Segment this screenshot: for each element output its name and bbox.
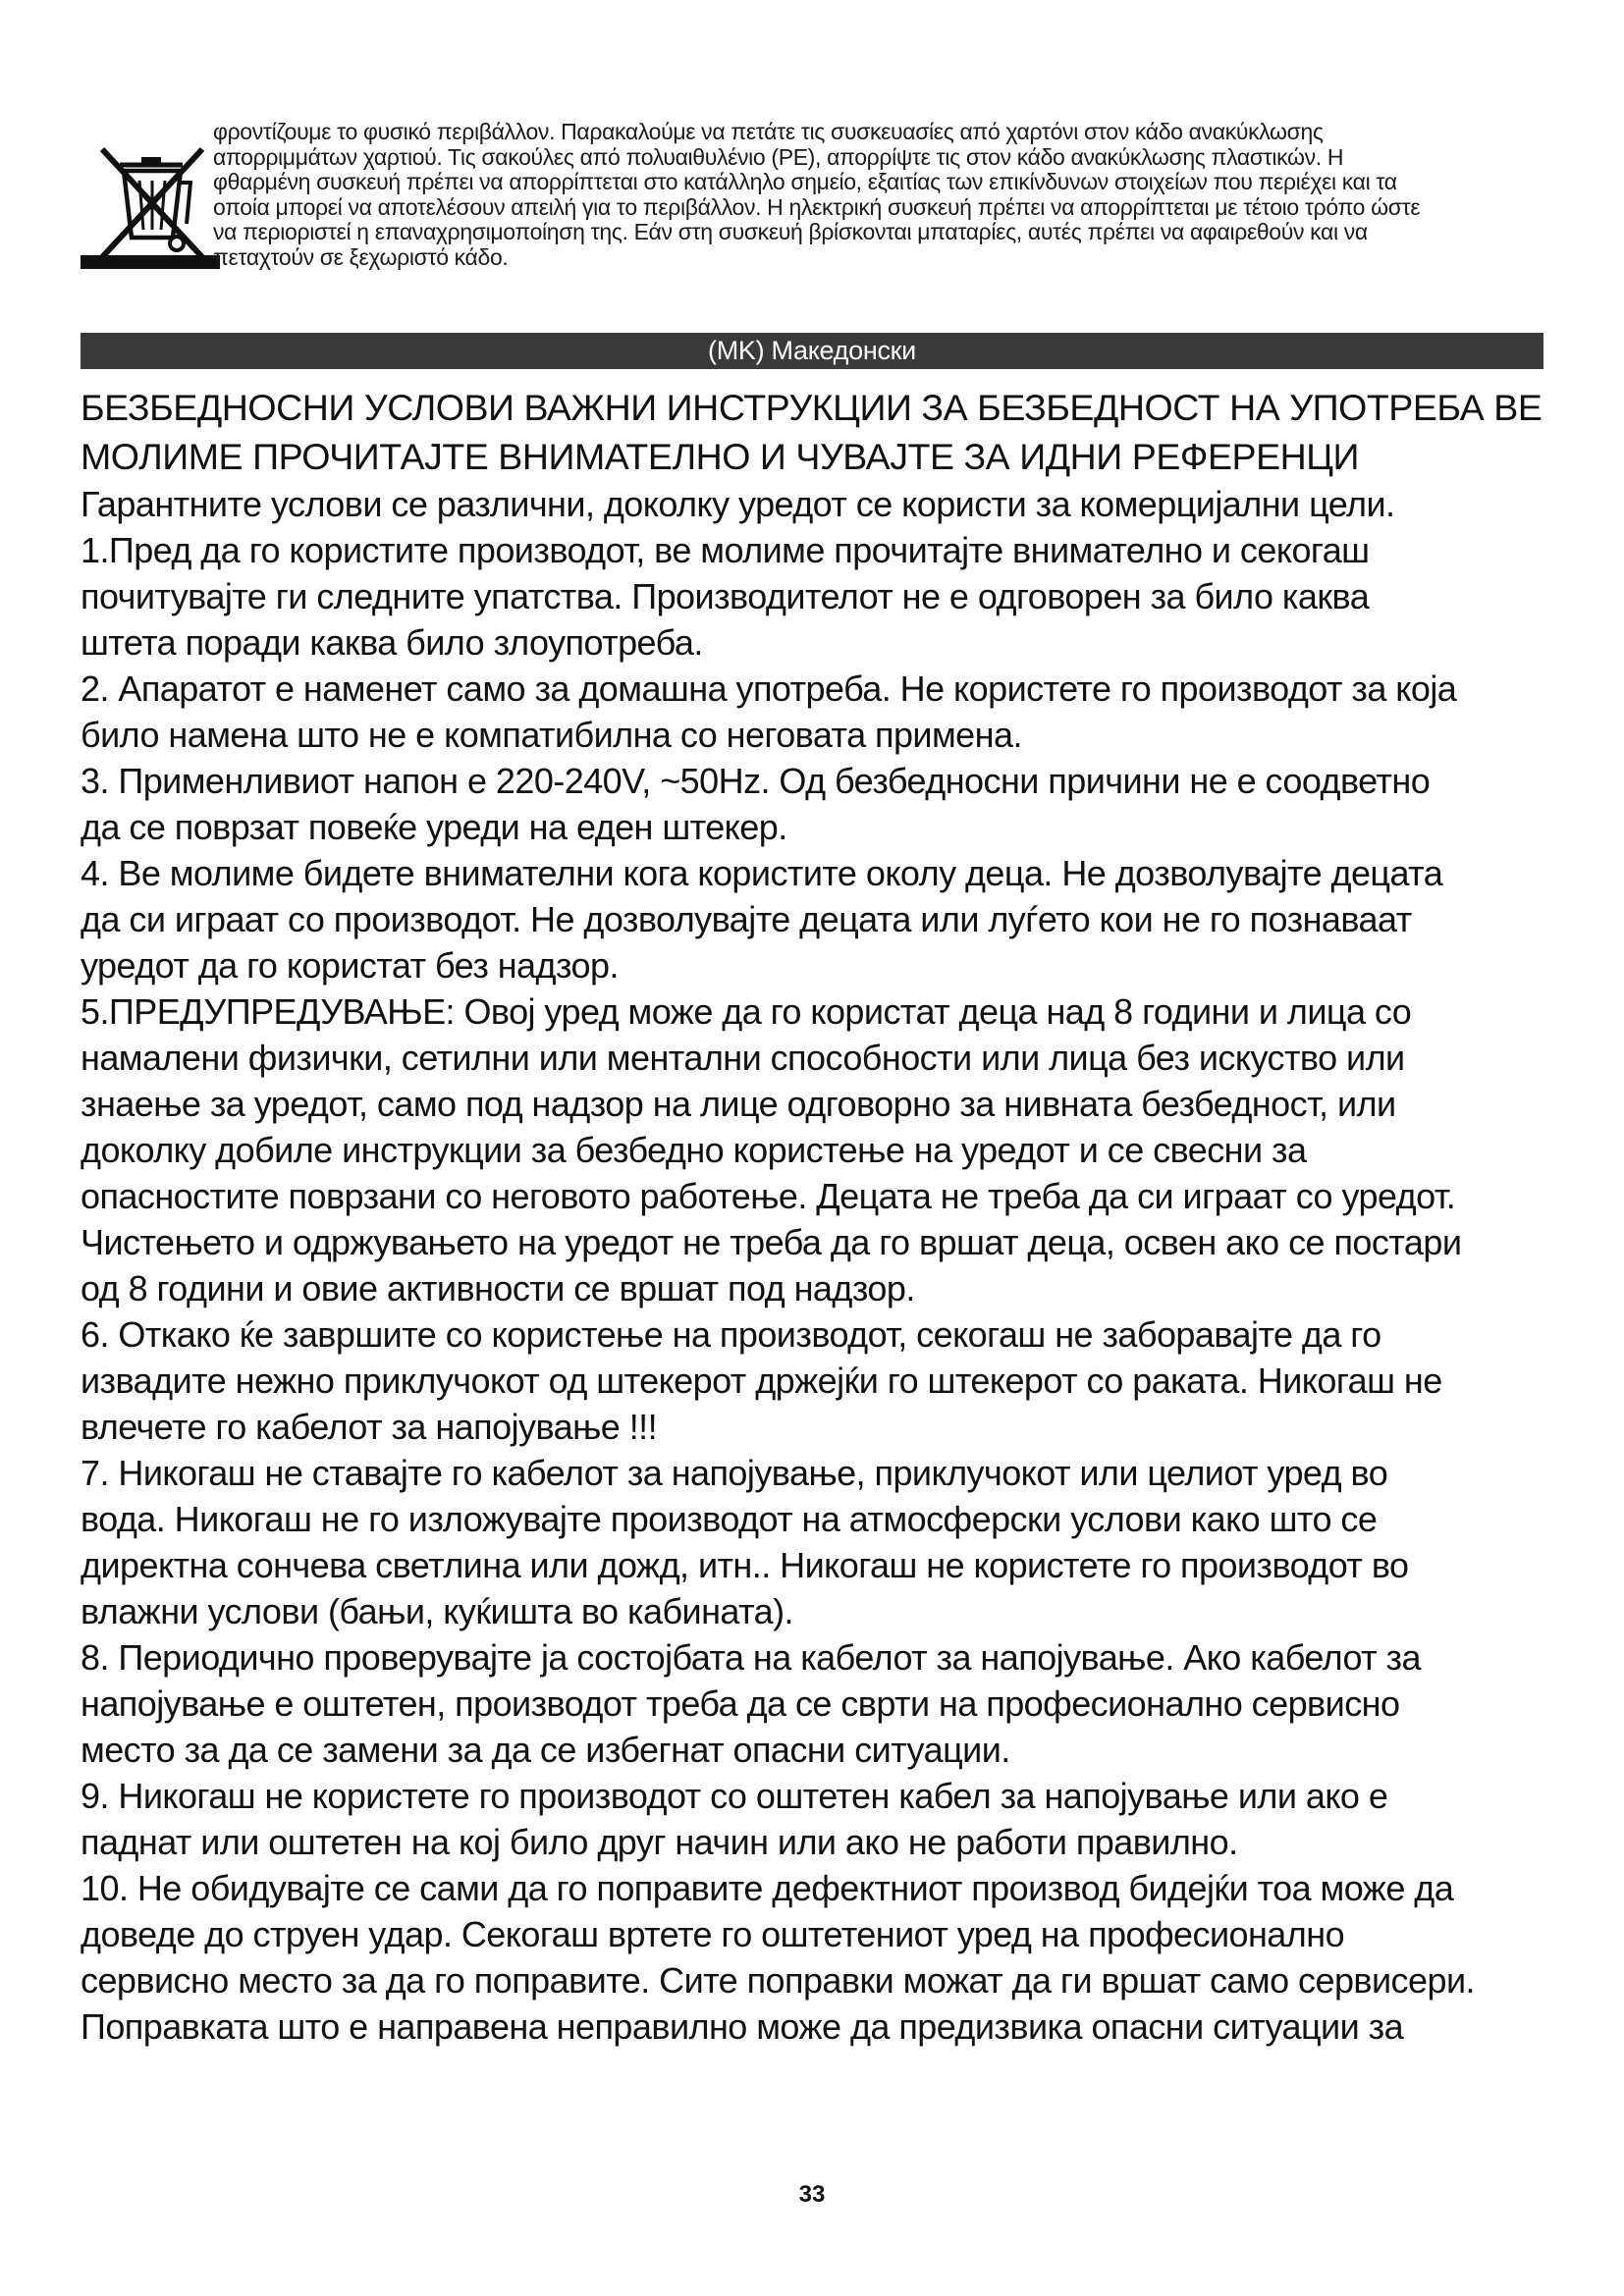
instruction-line: да си играат со производот. Не дозволувајте децата или луѓето кои не го познаваат [81, 899, 1412, 939]
section-title-line: МОЛИМЕ ПРОЧИТАЈТЕ ВНИМАТЕЛНО И ЧУВАЈТЕ ЗА ИДНИ РЕФЕРЕНЦИ [81, 436, 1360, 477]
instruction-line: од 8 години и овие активности се вршат под надзор. [81, 1268, 915, 1308]
instruction-line: штета поради каква било злоупотреба. [81, 622, 703, 663]
instruction-line: директна сончева светлина или дожд, итн.. Никогаш не користете го производот во [81, 1545, 1409, 1585]
greek-text-line: φθαρμένη συσκευή πρέπει να απορρίπτεται στο κατάλληλο σημείο, εξαιτίας των επικίνδυνων στοιχείων που περιέχει και τα [213, 169, 1397, 194]
greek-recycling-text [213, 120, 1548, 270]
instruction-line: Гарантните услови се различни, доколку уредот се користи за комерцијални цели. [81, 484, 1395, 524]
instruction-line: доколку добиле инструкции за безбедно користење на уредот и се свесни за [81, 1130, 1307, 1170]
manual-page [81, 98, 1543, 2047]
language-section-header: (MK) Македонски [81, 333, 1543, 369]
instruction-line: уредот да го користат без надзор. [81, 945, 619, 986]
greek-text-line: πεταχτούν σε ξεχωριστό κάδο. [213, 243, 509, 270]
instruction-line: Чистењето и одржувањето на уредот не треба да го вршат деца, освен ако се постари [81, 1222, 1462, 1262]
instruction-line: 6. Откако ќе завршите со користење на производот, секогаш не заборавајте да го [81, 1314, 1381, 1355]
instruction-line: напојување е оштетен, производот треба да се сврти на професионално сервисно [81, 1683, 1400, 1724]
instruction-line: 7. Никогаш не ставајте го кабелот за напојување, приклучокот или целиот уред во [81, 1453, 1388, 1493]
greek-text-line: απορριμμάτων χαρτιού. Τις σακούλες από πολυαιθυλένιο (PE), απορρίψτε τις στον κάδο ανακύκλωσης πλαστικών. Η [213, 143, 1344, 170]
recycling-notice [81, 98, 1543, 285]
instruction-line: намалени физички, сетилни или ментални способности или лица без искуство или [81, 1038, 1405, 1078]
instruction-line: паднат или оштетен на кој било друг начин или ако не работи правилно. [81, 1822, 1238, 1862]
instruction-line: сервисно место за да го поправите. Сите поправки можат да ги вршат само сервисери. [81, 1960, 1475, 2001]
instruction-line: место за да се замени за да се избегнат опасни ситуации. [81, 1730, 1010, 1770]
safety-instructions [81, 383, 1543, 2050]
page-number: 33 [798, 2181, 826, 2208]
instruction-line: 3. Применливиот напон е 220-240V, ~50Hz. Од безбедносни причини не е соодветно [81, 761, 1431, 801]
instruction-line: 2. Апаратот е наменет само за домашна употреба. Не користете го производот за која [81, 668, 1457, 709]
instruction-line: влажни услови (бањи, куќишта во кабината). [81, 1591, 793, 1631]
instruction-line: 4. Ве молиме бидете внимателни кога користите околу деца. Не дозволувајте децата [81, 853, 1443, 893]
instruction-line: опасностите поврзани со неговото работење. Децата не треба да си играат со уредот. [81, 1176, 1456, 1216]
instruction-line: 9. Никогаш не користете го производот со оштетен кабел за напојување или ако е [81, 1776, 1388, 1816]
greek-text-line: να περιοριστεί η επαναχρησιμοποίηση της. Εάν στη συσκευή βρίσκονται μπαταρίες, αυτές πρέπει να αφαιρεθούν και να [213, 219, 1368, 244]
instruction-line: да се поврзат повеќе уреди на еден штекер. [81, 807, 787, 847]
greek-text-line: φροντίζουμε το φυσικό περιβάλλον. Παρακαλούμε να πετάτε τις συσκευασίες από χαρτόνι στον κάδο ανακύκλωσης [213, 119, 1324, 144]
instruction-line: било намена што не е компатибилна со неговата примена. [81, 715, 1022, 755]
instruction-line: вода. Никогаш не го изложувајте производот на атмосферски услови како што се [81, 1499, 1378, 1539]
instruction-line: 10. Не обидувајте се сами да го поправите дефектниот производ бидејќи тоа може да [81, 1868, 1454, 1908]
section-title-line: БЕЗБЕДНОСНИ УСЛОВИ ВАЖНИ ИНСТРУКЦИИ ЗА БЕЗБЕДНОСТ НА УПОТРЕБА ВЕ [81, 387, 1543, 428]
instruction-line: почитувајте ги следните упатства. Производителот не е одговорен за било каква [81, 576, 1370, 616]
instruction-line: извадите нежно приклучокот од штекерот држејќи го штекерот со раката. Никогаш не [81, 1361, 1442, 1401]
instruction-line: влечете го кабелот за напојување !!! [81, 1407, 658, 1447]
instruction-line: 1.Пред да го користите производот, ве молиме прочитајте внимателно и секогаш [81, 530, 1370, 570]
crossed-out-wheeled-bin-icon [81, 128, 220, 267]
weee-underline-bar [81, 255, 220, 269]
greek-text-line: οποία μπορεί να αποτελέσουν απειλή για το περιβάλλον. Η ηλεκτρική συσκευή πρέπει να απορρίπτεται με τέτοιο τρόπο ώστε [213, 193, 1421, 220]
instruction-line: доведе до струен удар. Секогаш вртете го оштетениот уред на професионално [81, 1914, 1345, 1954]
instruction-line: 8. Периодично проверувајте ја состојбата на кабелот за напојување. Ако кабелот за [81, 1637, 1421, 1678]
instruction-line: 5.ПРЕДУПРЕДУВАЊЕ: Овој уред може да го користат деца над 8 години и лица со [81, 991, 1412, 1032]
instruction-line: знаење за уредот, само под надзор на лице одговорно за нивната безбедност, или [81, 1084, 1396, 1124]
instruction-line: Поправката што е направена неправилно може да предизвика опасни ситуации за [81, 2006, 1404, 2047]
